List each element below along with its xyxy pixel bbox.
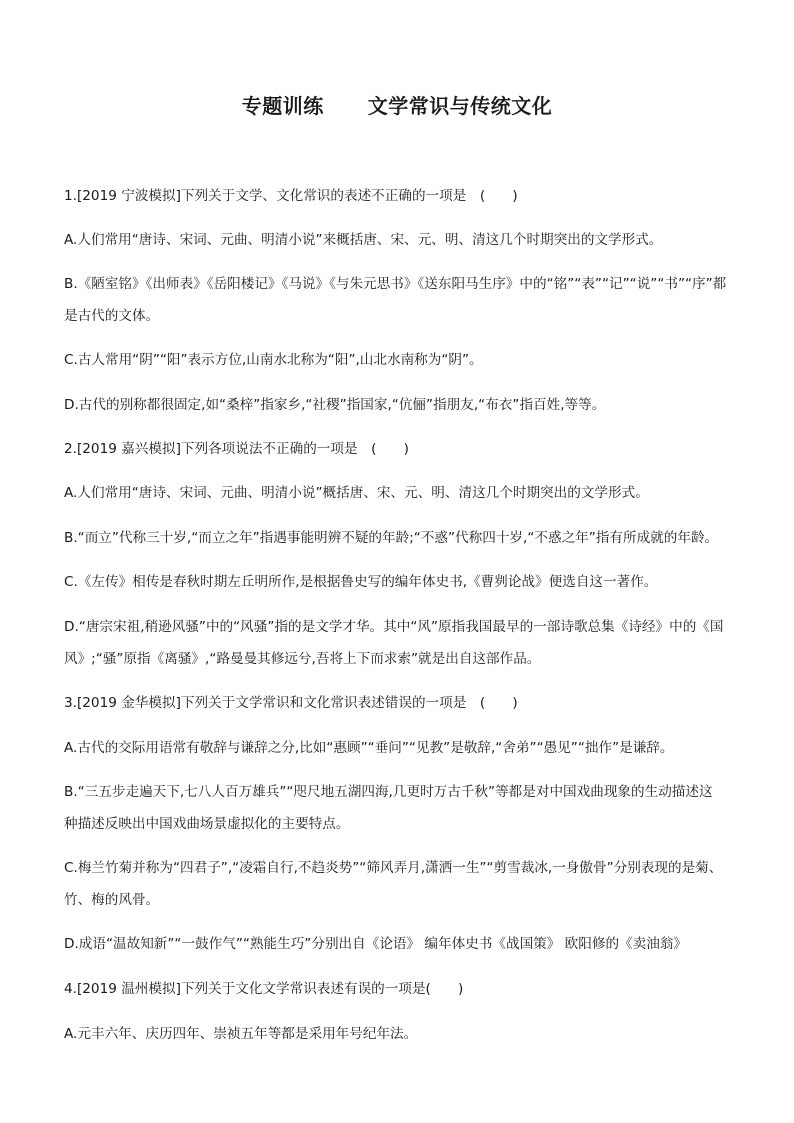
question-2-stem: 2.[2019 嘉兴模拟]下列各项说法不正确的一项是 ( )	[64, 441, 409, 457]
question-2-option-c: C.《左传》相传是春秋时期左丘明所作,是根据鲁史写的编年体史书,《曹刿论战》便选自这一著作。	[64, 574, 658, 590]
question-3-option-b: B.“三五步走遍天下,七八人百万雄兵”“咫尺地五湖四海,几更时万古千秋”等都是对中国戏曲现象的生动描述这	[64, 784, 713, 800]
question-4-option-a: A.元丰六年、庆历四年、崇祯五年等都是采用年号纪年法。	[64, 1026, 418, 1042]
question-2-option-d-cont: 风》;“骚”原指《离骚》,“路曼曼其修远兮,吾将上下而求索”就是出自这部作品。	[64, 651, 541, 667]
question-4-stem: 4.[2019 温州模拟]下列关于文化文学常识表述有误的一项是( )	[64, 981, 464, 997]
page-title	[0, 90, 794, 119]
question-1-option-b: B.《陋室铭》《出师表》《岳阳楼记》《马说》《与朱元思书》《送东阳马生序》中的“铭”“表”“记”“说”“书”“序”都	[64, 276, 727, 292]
question-1-option-d: D.古代的别称都很固定,如“桑梓”指家乡,“社稷”指国家,“伉俪”指朋友,“布衣”指百姓,等等。	[64, 397, 606, 413]
question-3-option-c-cont: 竹、梅的风骨。	[64, 892, 160, 908]
question-1-option-a: A.人们常用“唐诗、宋词、元曲、明清小说”来概括唐、宋、元、明、清这几个时期突出的文学形式。	[64, 232, 663, 248]
question-3-option-d: D.成语“温故知新”“一鼓作气”“熟能生巧”分别出自《论语》 编年体史书《战国策》 欧阳修的《卖油翁》	[64, 936, 688, 952]
question-3-option-b-cont: 种描述反映出中国戏曲场景虚拟化的主要特点。	[64, 816, 350, 832]
question-1-stem: 1.[2019 宁波模拟]下列关于文学、文化常识的表述不正确的一项是 ( )	[64, 188, 518, 204]
title-right: 文学常识与传统文化	[367, 94, 553, 118]
question-2-option-b: B.“而立”代称三十岁,“而立之年”指遇事能明辨不疑的年龄;“不惑”代称四十岁,“不惑之年”指有所成就的年龄。	[64, 530, 719, 546]
question-1-option-c: C.古人常用“阴”“阳”表示方位,山南水北称为“阳”,山北水南称为“阴”。	[64, 352, 483, 368]
title-left: 专题训练	[241, 94, 324, 118]
question-3-option-c: C.梅兰竹菊并称为“四君子”,“凌霜自行,不趋炎势”“筛风弄月,潇洒一生”“剪雪裁冰,一身傲骨”分别表现的是菊、	[64, 860, 723, 876]
question-1-option-b-cont: 是古代的文体。	[64, 308, 160, 324]
question-2-option-a: A.人们常用“唐诗、宋词、元曲、明清小说”概括唐、宋、元、明、清这几个时期突出的文学形式。	[64, 485, 649, 501]
question-3-stem: 3.[2019 金华模拟]下列关于文学常识和文化常识表述错误的一项是 ( )	[64, 695, 518, 711]
question-2-option-d: D.“唐宗宋祖,稍逊风骚”中的“风骚”指的是文学才华。其中“风”原指我国最早的一部诗歌总集《诗经》中的《国	[64, 619, 724, 635]
question-3-option-a: A.古代的交际用语常有敬辞与谦辞之分,比如“惠顾”“垂问”“见教”是敬辞,“舍弟”“愚见”“拙作”是谦辞。	[64, 740, 674, 756]
